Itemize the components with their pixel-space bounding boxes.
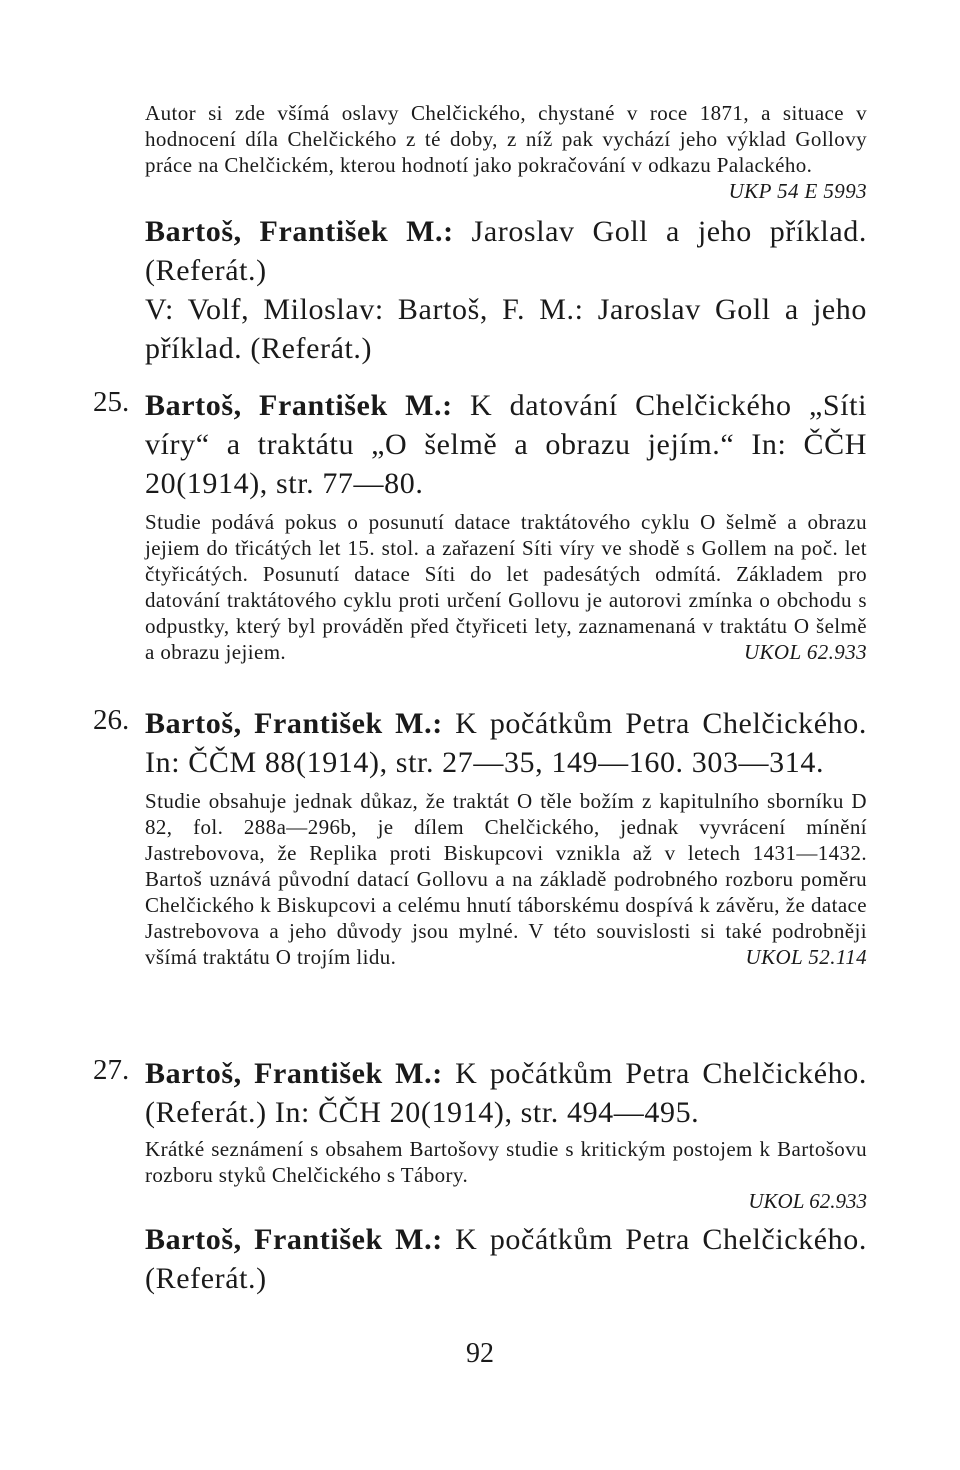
intro-annotation <box>145 100 867 203</box>
entry-26 <box>93 704 867 970</box>
entry-goll-in: V: Volf, Miloslav: Bartoš, F. M.: Jaroslav Goll a jeho příklad. (Referát.) <box>145 293 867 365</box>
entry-25 <box>93 386 867 665</box>
entry-25-number: 25. <box>93 386 130 418</box>
entry-last-title: K počátkům Petra Chelčického. (Referát.) <box>145 1223 867 1295</box>
entry-27-catalog-code: UKOL 62.933 <box>748 1189 867 1213</box>
entry-goll-heading <box>145 212 867 290</box>
intro-annotation-block <box>145 100 867 204</box>
entry-26-annotation <box>145 788 867 970</box>
entry-26-number: 26. <box>93 704 130 736</box>
entry-27-title: K počátkům Petra Chelčického. (Referát.) In: ČČH 20(1914), str. 494—495. <box>145 1057 867 1129</box>
entry-25-author: Bartoš, František M.: <box>145 389 453 422</box>
entry-25-annotation <box>145 509 867 665</box>
entry-26-annotation-text: Studie obsahuje jednak důkaz, že traktát O těle božím z kapitulního sborníku D 82, fol. 288a—296b, je dílem Chelčického, jednak vyvrácení mínění Jastrebovova, že Replika proti Biskupcovi vznikla až v letech 1431—1432. Bartoš uznává původní datací Gollovu a na základě podrobného rozboru poměru Chelčického k Biskupcovi a celému hnutí táborskému dospívá k závěru, že datace Jastrebovova a jeho důvody jsou mylné. V této souvislosti si také podrobněji všímá traktátu O trojím lidu. <box>145 789 867 969</box>
entry-27-author: Bartoš, František M.: <box>145 1057 443 1090</box>
entry-25-catalog-code: UKOL 62.933 <box>743 640 867 664</box>
entry-26-title: K počátkům Petra Chelčického. In: ČČM 88(1914), str. 27—35, 149—160. 303—314. <box>145 707 867 779</box>
entry-25-heading <box>145 386 867 503</box>
entry-goll-author: Bartoš, František M.: <box>145 215 454 248</box>
page-number: 92 <box>466 1338 494 1369</box>
entry-last <box>145 1220 867 1298</box>
entry-27-annotation: Krátké seznámení s obsahem Bartošovy studie s kritickým postojem k Bartošovu rozboru styků Chelčického s Tábory. <box>145 1137 867 1187</box>
intro-catalog-code: UKP 54 E 5993 <box>728 179 867 203</box>
entry-26-author: Bartoš, František M.: <box>145 707 443 740</box>
entry-27-number: 27. <box>93 1054 130 1086</box>
entry-26-catalog-code: UKOL 52.114 <box>745 945 867 969</box>
entry-27 <box>93 1054 867 1214</box>
intro-annotation-text: Autor si zde všímá oslavy Chelčického, chystané v roce 1871, a situace v hodnocení díla Chelčického z té doby, z níž pak vychází jeho výklad Gollovy práce na Chelčickém, kterou hodnotí jako pokračování v odkazu Palackého. <box>145 101 867 177</box>
entry-25-title: K datování Chelčického „Síti víry“ a traktátu „O šelmě a obrazu jejím.“ In: ČČH 20(1914), str. 77—80. <box>145 389 867 500</box>
entry-last-author: Bartoš, František M.: <box>145 1223 443 1256</box>
entry-25-annotation-text: Studie podává pokus o posunutí datace traktátového cyklu O šelmě a obrazu jejiem do třicátých let 15. stol. a zařazení Síti víry ve shodě s Gollem na poč. let čtyřicátých. Posunutí datace Síti do let padesátých odmítá. Základem pro datování traktátového cyklu proti určení Gollovu je autorovi zmínka o obchodu s odpustky, který byl prováděn před čtyřiceti lety, zaznamenaná v traktátu O šelmě a obrazu jejiem. <box>145 510 867 664</box>
entry-26-heading <box>145 704 867 782</box>
entry-goll <box>145 212 867 368</box>
entry-goll-title: Jaroslav Goll a jeho příklad. (Referát.) <box>145 215 867 287</box>
entry-last-heading <box>145 1220 867 1298</box>
entry-27-heading <box>145 1054 867 1132</box>
